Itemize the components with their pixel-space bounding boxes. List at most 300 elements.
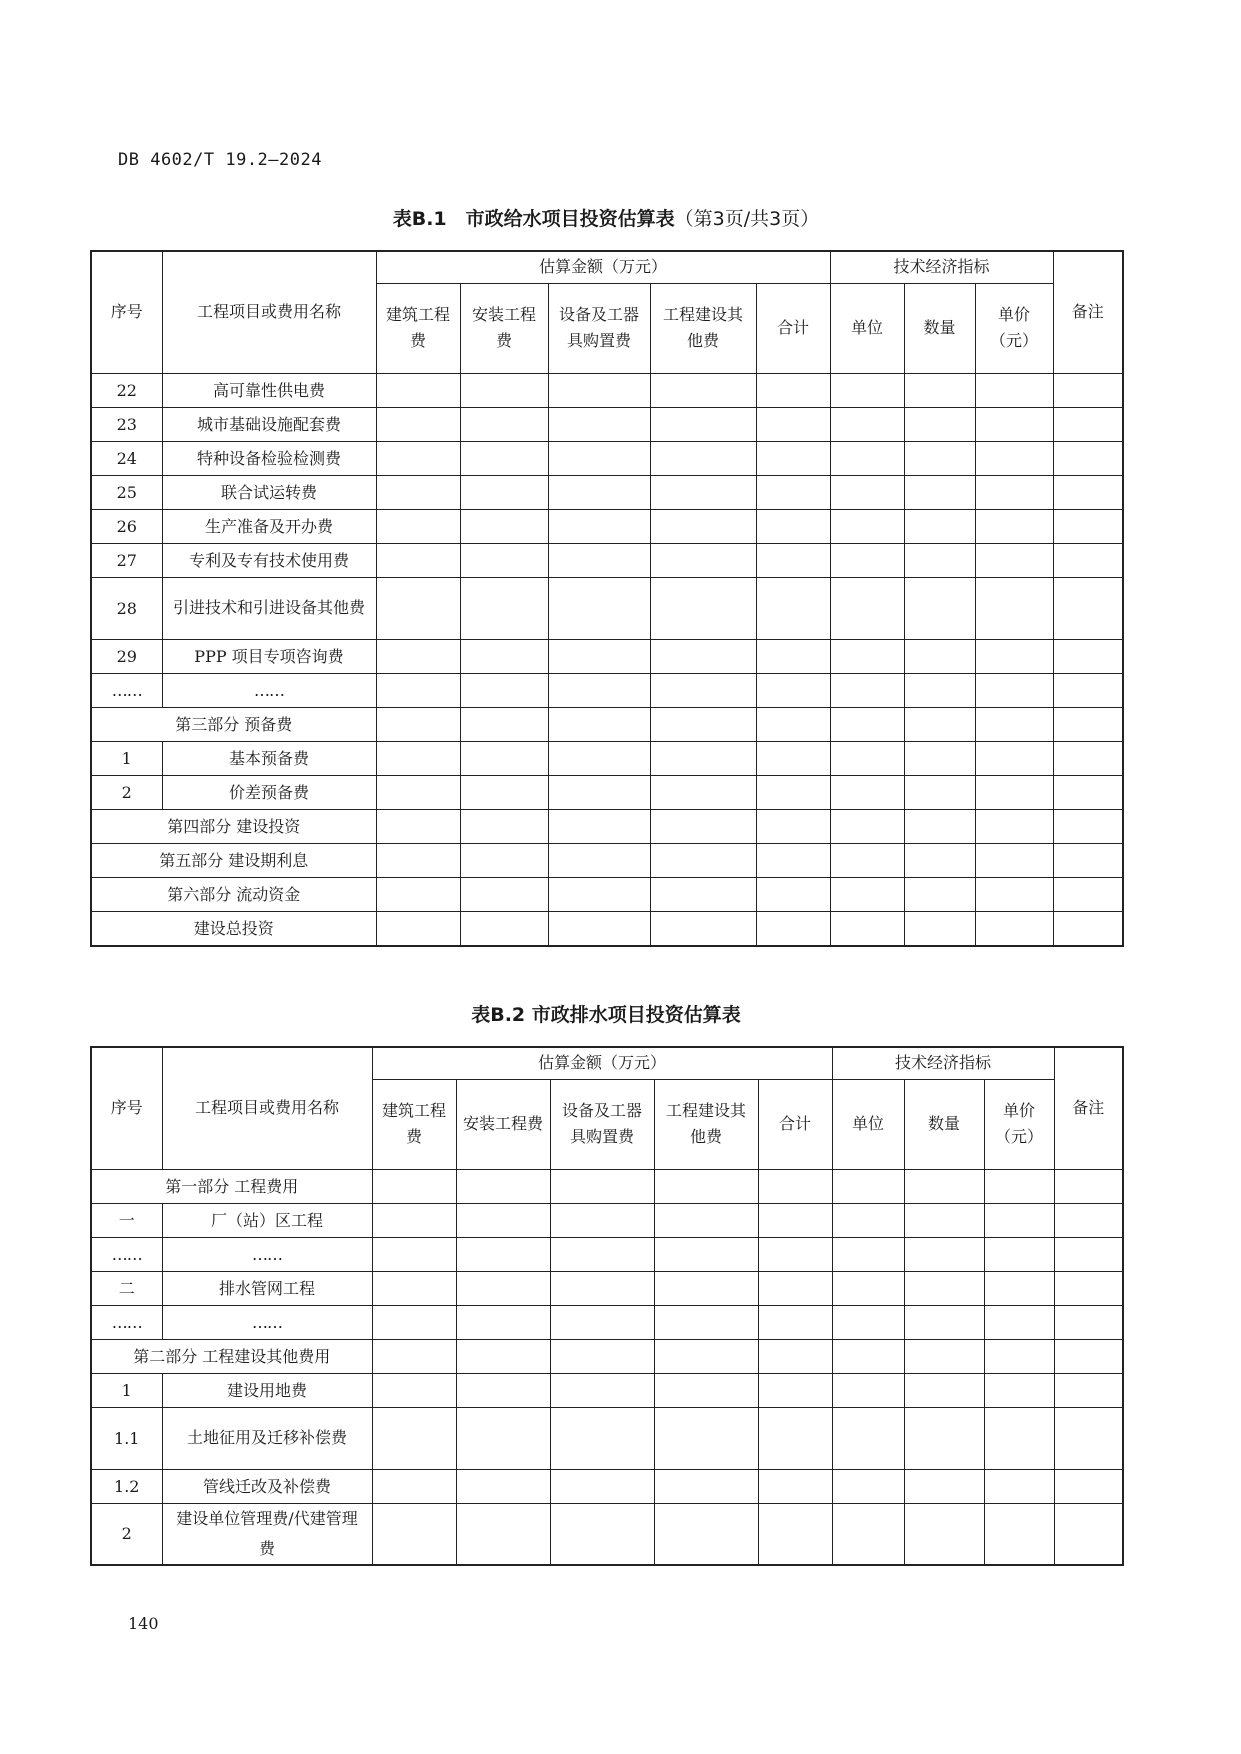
- row-empty-cell: [460, 407, 548, 441]
- row-empty-cell: [460, 911, 548, 946]
- row-empty-cell: [1054, 1469, 1123, 1503]
- row-empty-cell: [376, 673, 460, 707]
- row-empty-cell: [654, 1469, 758, 1503]
- row-empty-cell: [904, 373, 975, 407]
- row-empty-cell: [654, 1271, 758, 1305]
- header-quantity: 数量: [904, 283, 975, 373]
- row-empty-cell: [758, 1339, 832, 1373]
- row-seq: 1: [91, 1373, 162, 1407]
- row-empty-cell: [460, 809, 548, 843]
- row-empty-cell: [376, 475, 460, 509]
- row-empty-cell: [975, 775, 1053, 809]
- row-empty-cell: [460, 877, 548, 911]
- table1-title: [90, 204, 1122, 231]
- row-empty-cell: [372, 1469, 456, 1503]
- row-empty-cell: [654, 1169, 758, 1203]
- row-empty-cell: [758, 1407, 832, 1469]
- table1: [90, 250, 1124, 947]
- row-empty-cell: [376, 843, 460, 877]
- row-name: 高可靠性供电费: [162, 373, 376, 407]
- row-empty-cell: [904, 877, 975, 911]
- row-empty-cell: [832, 1469, 904, 1503]
- row-empty-cell: [1053, 577, 1123, 639]
- table1-body: [91, 373, 1123, 946]
- row-empty-cell: [904, 911, 975, 946]
- table-row: [91, 1503, 1123, 1565]
- table-row: [91, 577, 1123, 639]
- row-seq: 2: [91, 775, 162, 809]
- row-empty-cell: [460, 673, 548, 707]
- row-empty-cell: [650, 543, 756, 577]
- row-empty-cell: [756, 543, 830, 577]
- row-empty-cell: [372, 1339, 456, 1373]
- row-empty-cell: [1054, 1271, 1123, 1305]
- header-unit: 单位: [830, 283, 904, 373]
- row-empty-cell: [984, 1169, 1054, 1203]
- row-empty-cell: [372, 1169, 456, 1203]
- row-empty-cell: [832, 1305, 904, 1339]
- row-empty-cell: [830, 809, 904, 843]
- row-empty-cell: [654, 1339, 758, 1373]
- row-empty-cell: [832, 1407, 904, 1469]
- row-seq: 25: [91, 475, 162, 509]
- table-row: [91, 1407, 1123, 1469]
- table-row: [91, 911, 1123, 946]
- row-empty-cell: [830, 707, 904, 741]
- row-name: 排水管网工程: [162, 1271, 372, 1305]
- row-empty-cell: [650, 707, 756, 741]
- row-empty-cell: [550, 1237, 654, 1271]
- row-empty-cell: [376, 707, 460, 741]
- row-empty-cell: [550, 1169, 654, 1203]
- header-name: 工程项目或费用名称: [162, 1047, 372, 1169]
- row-seq: 22: [91, 373, 162, 407]
- row-empty-cell: [548, 809, 650, 843]
- row-empty-cell: [650, 475, 756, 509]
- row-empty-cell: [548, 877, 650, 911]
- row-empty-cell: [548, 509, 650, 543]
- row-empty-cell: [654, 1407, 758, 1469]
- row-empty-cell: [832, 1373, 904, 1407]
- row-empty-cell: [550, 1407, 654, 1469]
- row-name: 建设单位管理费/代建管理费: [162, 1503, 372, 1565]
- document-id: DB 4602/T 19.2—2024: [118, 150, 322, 170]
- row-empty-cell: [650, 741, 756, 775]
- row-empty-cell: [904, 809, 975, 843]
- row-empty-cell: [654, 1305, 758, 1339]
- row-empty-cell: [975, 639, 1053, 673]
- row-empty-cell: [1053, 673, 1123, 707]
- row-seq: 26: [91, 509, 162, 543]
- row-empty-cell: [904, 441, 975, 475]
- header-construction: 建筑工程费: [372, 1079, 456, 1169]
- row-empty-cell: [376, 639, 460, 673]
- row-empty-cell: [460, 509, 548, 543]
- row-empty-cell: [372, 1407, 456, 1469]
- row-empty-cell: [830, 639, 904, 673]
- row-empty-cell: [460, 741, 548, 775]
- row-empty-cell: [460, 707, 548, 741]
- row-empty-cell: [756, 577, 830, 639]
- row-empty-cell: [1054, 1203, 1123, 1237]
- header-total: 合计: [758, 1079, 832, 1169]
- row-empty-cell: [758, 1271, 832, 1305]
- row-name: 联合试运转费: [162, 475, 376, 509]
- row-name: 城市基础设施配套费: [162, 407, 376, 441]
- row-empty-cell: [830, 911, 904, 946]
- row-empty-cell: [1053, 509, 1123, 543]
- row-seq: ……: [91, 1237, 162, 1271]
- table-row: [91, 441, 1123, 475]
- row-empty-cell: [376, 741, 460, 775]
- row-empty-cell: [756, 775, 830, 809]
- row-empty-cell: [904, 1203, 984, 1237]
- row-empty-cell: [975, 441, 1053, 475]
- row-seq: 一: [91, 1203, 162, 1237]
- row-empty-cell: [984, 1237, 1054, 1271]
- row-empty-cell: [756, 509, 830, 543]
- row-empty-cell: [550, 1271, 654, 1305]
- row-empty-cell: [548, 741, 650, 775]
- row-empty-cell: [904, 407, 975, 441]
- row-empty-cell: [832, 1237, 904, 1271]
- row-empty-cell: [904, 1373, 984, 1407]
- row-empty-cell: [460, 543, 548, 577]
- row-empty-cell: [984, 1503, 1054, 1565]
- row-empty-cell: [830, 843, 904, 877]
- row-empty-cell: [456, 1169, 550, 1203]
- row-empty-cell: [756, 809, 830, 843]
- table-row: [91, 809, 1123, 843]
- row-empty-cell: [456, 1469, 550, 1503]
- row-empty-cell: [758, 1305, 832, 1339]
- row-empty-cell: [984, 1203, 1054, 1237]
- header-other: 工程建设其他费: [650, 283, 756, 373]
- row-empty-cell: [1053, 911, 1123, 946]
- table-row: [91, 707, 1123, 741]
- row-empty-cell: [456, 1305, 550, 1339]
- row-empty-cell: [830, 475, 904, 509]
- row-empty-cell: [975, 509, 1053, 543]
- row-empty-cell: [832, 1169, 904, 1203]
- row-empty-cell: [1053, 877, 1123, 911]
- row-empty-cell: [548, 543, 650, 577]
- row-seq: 27: [91, 543, 162, 577]
- row-empty-cell: [1053, 543, 1123, 577]
- row-empty-cell: [1053, 407, 1123, 441]
- row-empty-cell: [756, 373, 830, 407]
- row-empty-cell: [975, 809, 1053, 843]
- row-name: 基本预备费: [162, 741, 376, 775]
- row-empty-cell: [1054, 1407, 1123, 1469]
- header-installation: 安装工程费: [460, 283, 548, 373]
- row-empty-cell: [832, 1203, 904, 1237]
- header-equipment: 设备及工器具购置费: [548, 283, 650, 373]
- row-empty-cell: [550, 1373, 654, 1407]
- row-empty-cell: [1053, 441, 1123, 475]
- row-empty-cell: [756, 407, 830, 441]
- row-seq: 28: [91, 577, 162, 639]
- row-section-label: 第三部分 预备费: [91, 707, 376, 741]
- row-empty-cell: [756, 707, 830, 741]
- row-empty-cell: [830, 741, 904, 775]
- row-empty-cell: [548, 577, 650, 639]
- row-empty-cell: [456, 1203, 550, 1237]
- row-empty-cell: [548, 639, 650, 673]
- row-empty-cell: [1053, 843, 1123, 877]
- row-empty-cell: [650, 775, 756, 809]
- header-unit-price: 单价（元）: [984, 1079, 1054, 1169]
- header-total: 合计: [756, 283, 830, 373]
- row-empty-cell: [975, 475, 1053, 509]
- row-empty-cell: [548, 843, 650, 877]
- row-name: 价差预备费: [162, 775, 376, 809]
- row-empty-cell: [756, 475, 830, 509]
- row-empty-cell: [456, 1503, 550, 1565]
- row-empty-cell: [904, 1169, 984, 1203]
- row-seq: 23: [91, 407, 162, 441]
- row-seq: 1.1: [91, 1407, 162, 1469]
- row-empty-cell: [460, 577, 548, 639]
- row-empty-cell: [904, 639, 975, 673]
- table-row: [91, 1469, 1123, 1503]
- row-empty-cell: [984, 1271, 1054, 1305]
- row-empty-cell: [832, 1271, 904, 1305]
- row-seq: 1.2: [91, 1469, 162, 1503]
- row-empty-cell: [376, 509, 460, 543]
- header-remark: 备注: [1054, 1047, 1123, 1169]
- header-tech-group: 技术经济指标: [832, 1047, 1054, 1079]
- header-unit: 单位: [832, 1079, 904, 1169]
- row-name: 土地征用及迁移补偿费: [162, 1407, 372, 1469]
- row-empty-cell: [376, 775, 460, 809]
- header-estimate-group: 估算金额（万元）: [372, 1047, 832, 1079]
- row-seq: ……: [91, 673, 162, 707]
- row-name: 特种设备检验检测费: [162, 441, 376, 475]
- row-empty-cell: [550, 1503, 654, 1565]
- table-row: [91, 877, 1123, 911]
- row-seq: ……: [91, 1305, 162, 1339]
- row-empty-cell: [372, 1503, 456, 1565]
- row-empty-cell: [975, 877, 1053, 911]
- row-empty-cell: [830, 577, 904, 639]
- row-empty-cell: [832, 1339, 904, 1373]
- row-empty-cell: [758, 1469, 832, 1503]
- table-row: [91, 843, 1123, 877]
- table-row: [91, 741, 1123, 775]
- row-empty-cell: [456, 1339, 550, 1373]
- row-empty-cell: [654, 1203, 758, 1237]
- row-empty-cell: [650, 809, 756, 843]
- row-empty-cell: [1054, 1373, 1123, 1407]
- row-empty-cell: [376, 911, 460, 946]
- row-empty-cell: [904, 509, 975, 543]
- row-empty-cell: [904, 707, 975, 741]
- row-empty-cell: [1053, 775, 1123, 809]
- table-row: [91, 673, 1123, 707]
- row-empty-cell: [830, 877, 904, 911]
- table1-title-main: 表B.1 市政给水项目投资估算表: [392, 208, 675, 230]
- row-empty-cell: [904, 843, 975, 877]
- row-empty-cell: [832, 1503, 904, 1565]
- row-empty-cell: [904, 1339, 984, 1373]
- row-empty-cell: [372, 1271, 456, 1305]
- row-empty-cell: [756, 673, 830, 707]
- row-empty-cell: [975, 911, 1053, 946]
- row-empty-cell: [756, 877, 830, 911]
- row-empty-cell: [650, 509, 756, 543]
- row-empty-cell: [376, 407, 460, 441]
- row-empty-cell: [650, 673, 756, 707]
- row-empty-cell: [1054, 1339, 1123, 1373]
- row-empty-cell: [984, 1469, 1054, 1503]
- row-empty-cell: [758, 1503, 832, 1565]
- row-empty-cell: [376, 441, 460, 475]
- header-installation: 安装工程费: [456, 1079, 550, 1169]
- header-estimate-group: 估算金额（万元）: [376, 251, 830, 283]
- row-seq: 29: [91, 639, 162, 673]
- table-row: [91, 1305, 1123, 1339]
- row-section-label: 第一部分 工程费用: [91, 1169, 372, 1203]
- table-row: [91, 1339, 1123, 1373]
- row-empty-cell: [456, 1271, 550, 1305]
- row-section-label: 第四部分 建设投资: [91, 809, 376, 843]
- row-empty-cell: [372, 1203, 456, 1237]
- row-empty-cell: [650, 877, 756, 911]
- row-empty-cell: [456, 1373, 550, 1407]
- row-empty-cell: [376, 809, 460, 843]
- row-name: ……: [162, 1305, 372, 1339]
- row-empty-cell: [376, 577, 460, 639]
- row-empty-cell: [830, 373, 904, 407]
- table-row: [91, 1271, 1123, 1305]
- table-row: [91, 639, 1123, 673]
- row-name: 管线迁改及补偿费: [162, 1469, 372, 1503]
- row-empty-cell: [904, 1503, 984, 1565]
- row-section-label: 第六部分 流动资金: [91, 877, 376, 911]
- row-empty-cell: [975, 741, 1053, 775]
- row-name: 生产准备及开办费: [162, 509, 376, 543]
- row-empty-cell: [904, 775, 975, 809]
- row-section-label: 第五部分 建设期利息: [91, 843, 376, 877]
- row-empty-cell: [758, 1169, 832, 1203]
- table-row: [91, 407, 1123, 441]
- row-empty-cell: [376, 373, 460, 407]
- row-empty-cell: [756, 911, 830, 946]
- row-empty-cell: [376, 877, 460, 911]
- row-empty-cell: [550, 1469, 654, 1503]
- row-empty-cell: [1053, 707, 1123, 741]
- row-empty-cell: [904, 475, 975, 509]
- header-other: 工程建设其他费: [654, 1079, 758, 1169]
- row-empty-cell: [756, 741, 830, 775]
- row-empty-cell: [984, 1373, 1054, 1407]
- row-name: PPP 项目专项咨询费: [162, 639, 376, 673]
- table-row: [91, 1169, 1123, 1203]
- row-empty-cell: [975, 577, 1053, 639]
- row-empty-cell: [1054, 1503, 1123, 1565]
- table-row: [91, 543, 1123, 577]
- header-construction: 建筑工程费: [376, 283, 460, 373]
- row-empty-cell: [654, 1373, 758, 1407]
- table-row: [91, 475, 1123, 509]
- row-empty-cell: [372, 1237, 456, 1271]
- row-empty-cell: [975, 673, 1053, 707]
- table-row: [91, 509, 1123, 543]
- header-seq: 序号: [91, 251, 162, 373]
- row-name: 引进技术和引进设备其他费: [162, 577, 376, 639]
- row-empty-cell: [460, 373, 548, 407]
- row-empty-cell: [456, 1237, 550, 1271]
- row-empty-cell: [830, 775, 904, 809]
- table2-body: [91, 1169, 1123, 1565]
- row-empty-cell: [1053, 639, 1123, 673]
- row-seq: 2: [91, 1503, 162, 1565]
- row-empty-cell: [1054, 1169, 1123, 1203]
- row-empty-cell: [904, 1305, 984, 1339]
- row-empty-cell: [650, 441, 756, 475]
- row-empty-cell: [1053, 475, 1123, 509]
- row-empty-cell: [1053, 741, 1123, 775]
- header-seq: 序号: [91, 1047, 162, 1169]
- row-empty-cell: [548, 475, 650, 509]
- row-section-label: 建设总投资: [91, 911, 376, 946]
- row-empty-cell: [372, 1373, 456, 1407]
- row-empty-cell: [548, 407, 650, 441]
- row-empty-cell: [756, 639, 830, 673]
- row-empty-cell: [650, 639, 756, 673]
- row-empty-cell: [460, 441, 548, 475]
- row-empty-cell: [548, 441, 650, 475]
- row-empty-cell: [650, 407, 756, 441]
- row-empty-cell: [904, 577, 975, 639]
- row-name: 专利及专有技术使用费: [162, 543, 376, 577]
- row-empty-cell: [460, 775, 548, 809]
- row-empty-cell: [548, 911, 650, 946]
- row-name: 建设用地费: [162, 1373, 372, 1407]
- row-empty-cell: [654, 1503, 758, 1565]
- header-remark: 备注: [1053, 251, 1123, 373]
- row-name: 厂（站）区工程: [162, 1203, 372, 1237]
- table2: [90, 1046, 1124, 1566]
- row-empty-cell: [975, 373, 1053, 407]
- row-empty-cell: [984, 1305, 1054, 1339]
- row-empty-cell: [975, 843, 1053, 877]
- row-empty-cell: [904, 1407, 984, 1469]
- row-empty-cell: [1053, 809, 1123, 843]
- header-quantity: 数量: [904, 1079, 984, 1169]
- row-seq: 二: [91, 1271, 162, 1305]
- row-empty-cell: [904, 741, 975, 775]
- row-empty-cell: [904, 1469, 984, 1503]
- row-empty-cell: [1054, 1237, 1123, 1271]
- row-empty-cell: [984, 1339, 1054, 1373]
- row-empty-cell: [650, 911, 756, 946]
- row-empty-cell: [548, 673, 650, 707]
- row-empty-cell: [548, 775, 650, 809]
- row-empty-cell: [756, 843, 830, 877]
- row-empty-cell: [904, 673, 975, 707]
- table-row: [91, 1237, 1123, 1271]
- row-empty-cell: [550, 1203, 654, 1237]
- row-empty-cell: [830, 543, 904, 577]
- row-empty-cell: [830, 441, 904, 475]
- table-row: [91, 1373, 1123, 1407]
- row-empty-cell: [904, 1271, 984, 1305]
- row-empty-cell: [550, 1339, 654, 1373]
- row-empty-cell: [460, 475, 548, 509]
- row-empty-cell: [756, 441, 830, 475]
